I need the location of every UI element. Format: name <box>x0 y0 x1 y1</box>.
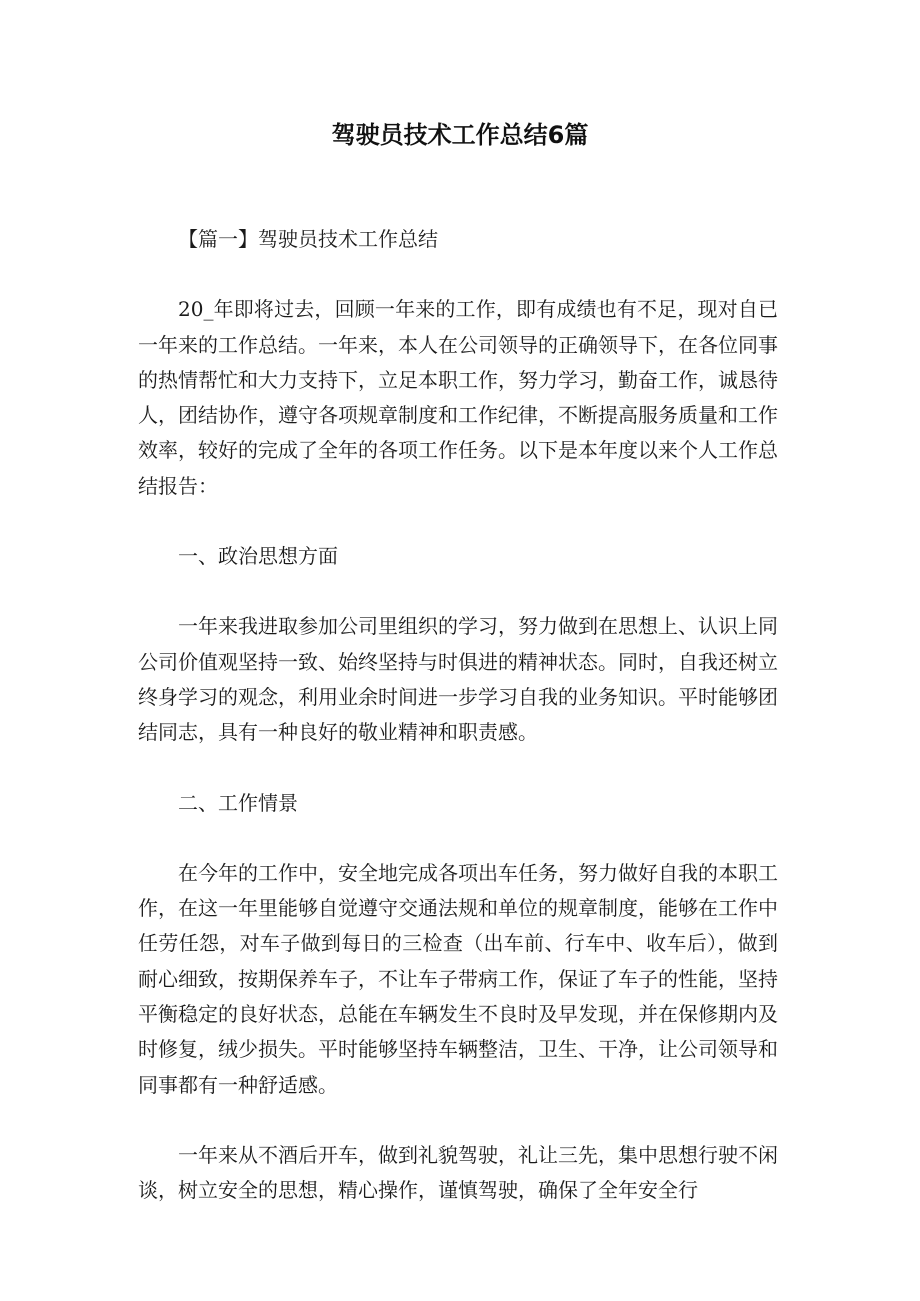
document-title: 驾驶员技术工作总结6篇 <box>331 121 589 149</box>
political-paragraph: 一年来我进取参加公司里组织的学习，努力做到在思想上、认识上同公司价值观坚持一致、始终坚持与时俱进的精神状态。同时，自我还树立终身学习的观念，利用业余时间进一步学习自我的业务知识。平时能够团结同志，具有一种良好的敬业精神和职责感。 <box>138 614 778 745</box>
work-paragraph-1: 在今年的工作中，安全地完成各项出车任务，努力做好自我的本职工作，在这一年里能够自觉遵守交通法规和单位的规章制度，能够在工作中任劳任怨，对车子做到每日的三检查（出车前、行车中、收车后），做到耐心细致，按期保养车子，不让车子带病工作，保证了车子的性能，坚持平衡稳定的良好状态，总能在车辆发生不良时及早发现，并在保修期内及时修复，绒少损失。平时能够坚持车辆整洁，卫生、干净，让公司领导和同事都有一种舒适感。 <box>138 860 778 1097</box>
section-heading: 【篇一】驾驶员技术工作总结 <box>178 227 438 251</box>
document-body <box>138 222 778 1244</box>
subsection-heading-political: 一、政治思想方面 <box>178 544 338 569</box>
intro-paragraph: 20_年即将过去，回顾一年来的工作，即有成绩也有不足，现对自已一年来的工作总结。一年来，本人在公司领导的正确领导下，在各位同事的热情帮忙和大力支持下，立足本职工作，努力学习，勤奋工作，诚恳待人，团结协作，遵守各项规章制度和工作纪律，不断提高服务质量和工作效率，较好的完成了全年的各项工作任务。以下是本年度以来个人工作总结报告： <box>138 297 778 498</box>
subsection-heading-work: 二、工作情景 <box>178 790 298 815</box>
work-paragraph-2: 一年来从不酒后开车，做到礼貌驾驶，礼让三先，集中思想行驶不闲谈，树立安全的思想，精心操作，谨慎驾驶，确保了全年安全行 <box>138 1142 778 1203</box>
